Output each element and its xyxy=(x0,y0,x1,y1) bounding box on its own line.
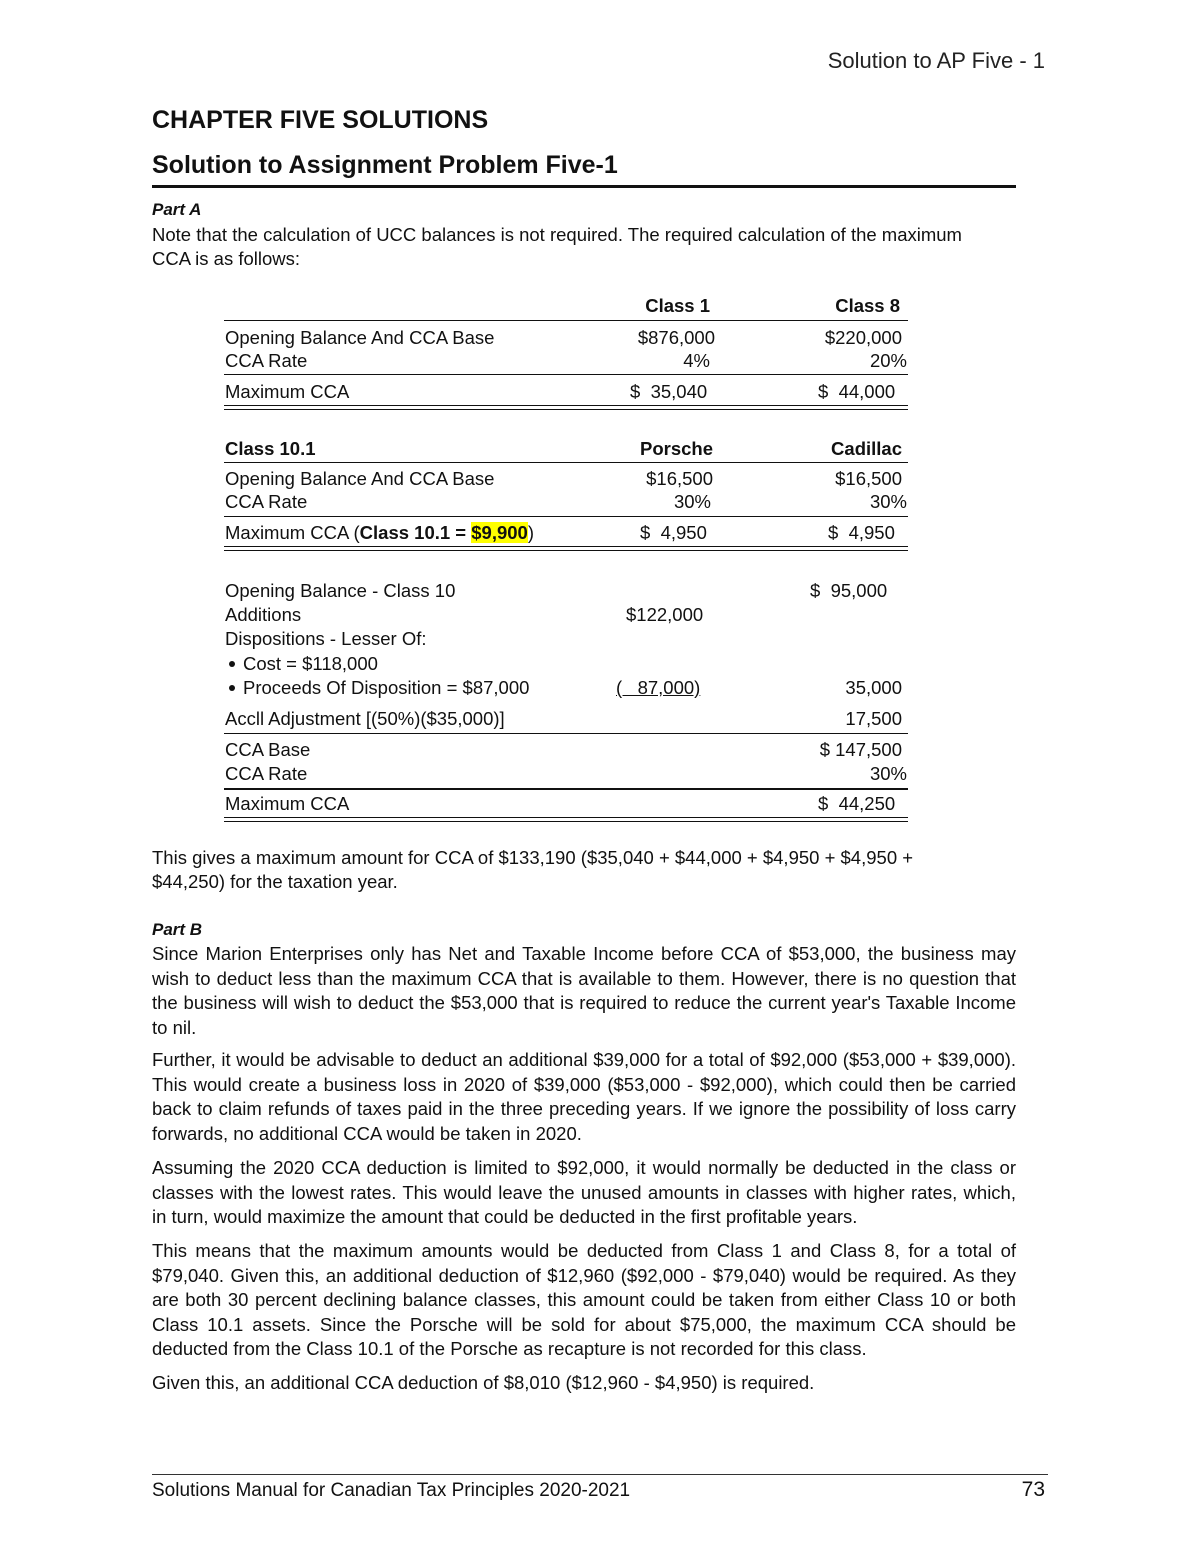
table2-max-cca-label xyxy=(225,521,534,545)
table3-cell: ( 87,000) xyxy=(616,677,701,698)
part-a-intro-line2: CCA is as follows: xyxy=(152,248,301,269)
table3-bullet-cost xyxy=(225,652,378,676)
bullet-text: Proceeds Of Disposition = $87,000 xyxy=(243,677,530,698)
table3-bullet-proceeds xyxy=(225,676,529,700)
part-b-paragraph-3: Assuming the 2020 CCA deduction is limited to $92,000, it would normally be deducted in the class or classes with the lowest rates. This would leave the unused amounts in classes with higher rates, which, in turn, would maximize the amount that could be deducted in the first profitable years. xyxy=(152,1157,1016,1227)
table2-subtotal-rule xyxy=(224,516,908,517)
label-suffix: ) xyxy=(527,522,535,543)
table1-row-label: CCA Rate xyxy=(225,350,308,371)
part-a-intro-line1: Note that the calculation of UCC balances is not required. The required calculation of the maximum xyxy=(152,224,962,245)
label-prefix: Maximum CCA ( xyxy=(225,522,360,543)
table2-cell: 30% xyxy=(673,491,711,512)
col-header-porsche: Porsche xyxy=(639,438,713,459)
table3-cell: 17,500 xyxy=(845,708,902,729)
bullet-icon xyxy=(229,685,235,691)
table2-row-label: Opening Balance And CCA Base xyxy=(225,468,495,489)
table2-cell: $ 4,950 xyxy=(640,522,707,543)
table3-total-rule xyxy=(224,817,908,818)
table3-cell: $ 147,500 xyxy=(819,739,902,760)
table3-row-label: Maximum CCA xyxy=(225,793,350,814)
table1-header-rule xyxy=(224,320,908,321)
table2-cell: $16,500 xyxy=(646,468,713,489)
table1-total-rule-double xyxy=(224,409,908,410)
col-header-cadillac: Cadillac xyxy=(831,438,902,459)
table2-cell: $16,500 xyxy=(835,468,902,489)
footer-book-title: Solutions Manual for Canadian Tax Principles 2020-2021 xyxy=(152,1480,631,1501)
highlighted-total: $9,900 xyxy=(471,522,528,543)
footer-divider xyxy=(152,1474,1048,1475)
table2-total-rule-double xyxy=(224,550,908,551)
table1-row-label: Opening Balance And CCA Base xyxy=(225,327,495,348)
table3-cell: 30% xyxy=(869,763,907,784)
table2-header-rule xyxy=(224,462,908,463)
table2-cell: $ 4,950 xyxy=(828,522,895,543)
part-b-paragraph-2: Further, it would be advisable to deduct an additional $39,000 for a total of $92,000 ($53,000 + $39,000). This would create a business loss in 2020 of $39,000 ($53,000 - $92,000), which could then be carried back to claim refunds of taxes paid in the three preceding years. If we ignore the possibility of loss carry forwards, no additional CCA would be taken in 2020. xyxy=(152,1049,1016,1144)
table1-subtotal-rule xyxy=(224,374,908,375)
table3-row-label: Accll Adjustment [(50%)($35,000)] xyxy=(225,708,505,729)
part-a-heading: Part A xyxy=(152,200,202,219)
title-divider xyxy=(152,185,1016,188)
table2-row-label: CCA Rate xyxy=(225,491,308,512)
table3-cell: $ 95,000 xyxy=(810,580,888,601)
bullet-text: Cost = $118,000 xyxy=(243,653,378,674)
problem-title: Solution to Assignment Problem Five-1 xyxy=(152,151,618,179)
running-header: Solution to AP Five - 1 xyxy=(827,48,1045,73)
bullet-icon xyxy=(229,661,235,667)
table3-row-label: Dispositions - Lesser Of: xyxy=(225,628,427,649)
table3-cell: $122,000 xyxy=(626,604,704,625)
table3-cell: 35,000 xyxy=(845,677,902,698)
table3-cell: $ 44,250 xyxy=(818,793,896,814)
table1-cell: $876,000 xyxy=(637,327,715,348)
table3-row-label: Additions xyxy=(225,604,302,625)
summary-line2: $44,250) for the taxation year. xyxy=(152,871,398,892)
table3-row-label: Opening Balance - Class 10 xyxy=(225,580,456,601)
table1-total-rule xyxy=(224,405,908,406)
summary-line1: This gives a maximum amount for CCA of $133,190 ($35,040 + $44,000 + $4,950 + $4,950 + xyxy=(152,847,914,868)
table3-row-label: CCA Base xyxy=(225,739,311,760)
table1-cell: $220,000 xyxy=(824,327,902,348)
col-header-class8: Class 8 xyxy=(835,295,900,316)
part-b-paragraph-1: Since Marion Enterprises only has Net and Taxable Income before CCA of $53,000, the business may wish to deduct less than the maximum CCA that is available to them. However, there is no question that the business will wish to deduct the $53,000 that is required to reduce the current year's Taxable Income to nil. xyxy=(152,943,1016,1038)
table1-cell: 4% xyxy=(683,350,710,371)
part-b-heading: Part B xyxy=(152,920,203,939)
chapter-title: CHAPTER FIVE SOLUTIONS xyxy=(152,106,489,134)
table1-cell: 20% xyxy=(869,350,907,371)
col-header-class1: Class 1 xyxy=(645,295,710,316)
label-bold: Class 10.1 = xyxy=(359,522,472,543)
part-b-paragraph-4: This means that the maximum amounts would be deducted from Class 1 and Class 8, for a total of $79,040. Given this, an additional deduction of $12,960 ($92,000 - $79,040) would be required. As they are both 30 percent declining balance classes, this amount could be taken from either Class 10 or both Class 10.1 assets. Since the Porsche will be sold for about $75,000, the maximum CCA should be deducted from the Class 10.1 of the Porsche as recapture is not recorded for this class. xyxy=(152,1240,1016,1359)
table2-total-rule xyxy=(224,546,908,547)
table3-subtotal-rule xyxy=(224,733,908,734)
table1-cell: $ 35,040 xyxy=(630,381,708,402)
table2-cell: 30% xyxy=(869,491,907,512)
table3-total-rule-double xyxy=(224,821,908,822)
part-b-paragraph-5: Given this, an additional CCA deduction of $8,010 ($12,960 - $4,950) is required. xyxy=(152,1372,815,1393)
table3-row-label: CCA Rate xyxy=(225,763,308,784)
table1-row-label: Maximum CCA xyxy=(225,381,350,402)
table1-cell: $ 44,000 xyxy=(818,381,896,402)
table2-header-label: Class 10.1 xyxy=(225,438,316,459)
table3-rate-rule xyxy=(224,788,908,790)
page-number: 73 xyxy=(1021,1478,1045,1501)
